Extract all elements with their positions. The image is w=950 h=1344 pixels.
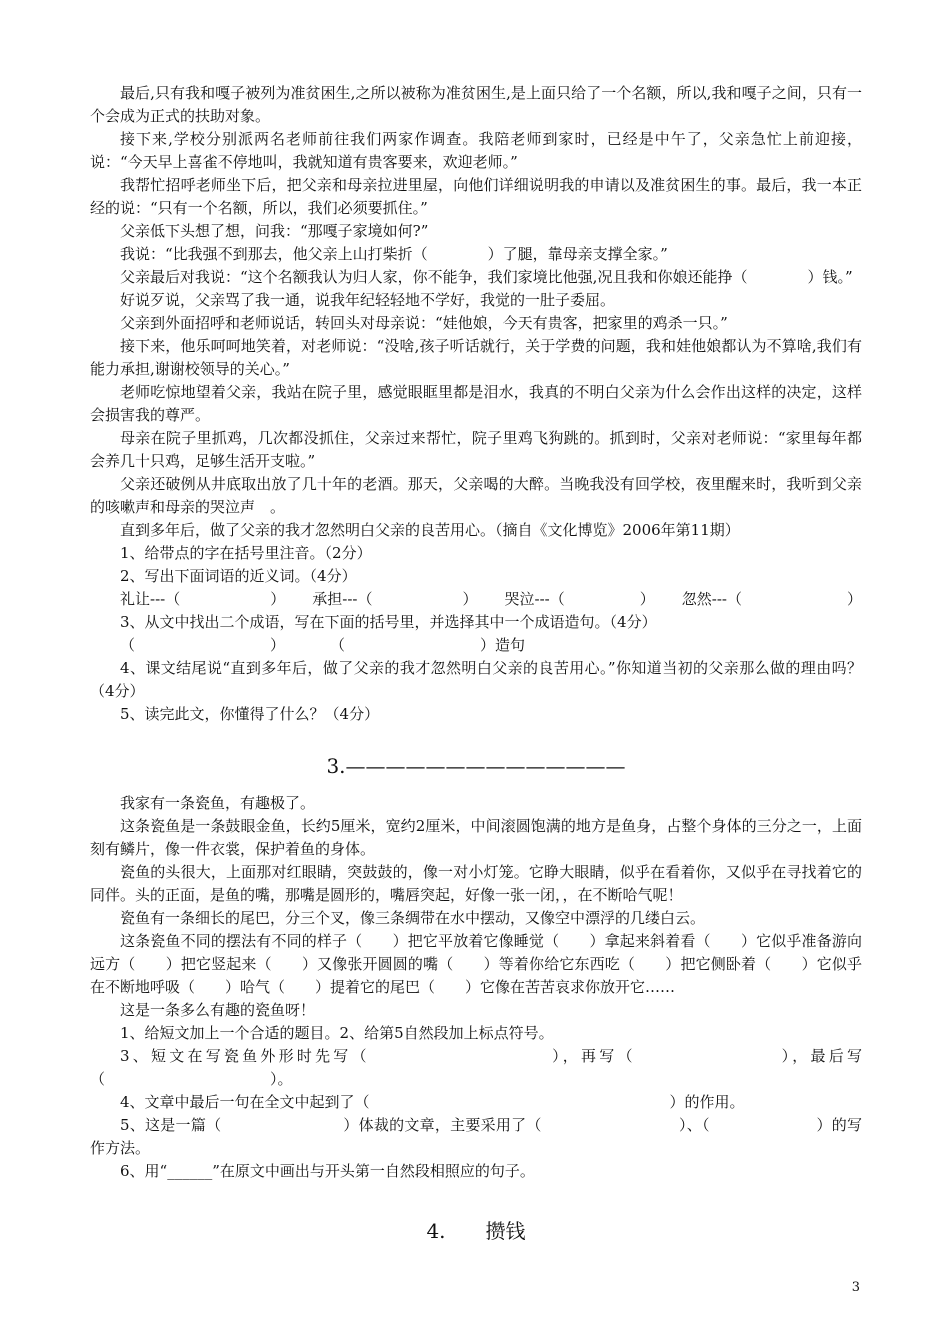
question-5: 5、这是一篇（ ）体裁的文章，主要采用了（ ）、（ ）的写作方法。 — [90, 1116, 862, 1157]
questions-section-2 — [90, 542, 862, 726]
question-3: 3、短文在写瓷鱼外形时先写（ ），再写（ ），最后写（ ）。 — [90, 1047, 862, 1088]
paragraph: 母亲在院子里抓鸡，几次都没抓住，父亲过来帮忙，院子里鸡飞狗跳的。抓到时，父亲对老师说：“家里每年都会养几十只鸡，足够生活开支啦。” — [90, 429, 862, 470]
story-section-3 — [90, 792, 862, 1022]
paragraph: 接下来,学校分别派两名老师前往我们两家作调查。我陪老师到家时，已经是中午了，父亲急忙上前迎接，说：“今天早上喜雀不停地叫，我就知道有贵客要来，欢迎老师。” — [90, 130, 862, 171]
question-6: 6、用“______”在原文中画出与开头第一自然段相照应的句子。 — [120, 1162, 535, 1180]
question-1: 1、给带点的字在括号里注音。（2分） — [120, 544, 372, 562]
section-4-title: 攒钱 — [485, 1219, 526, 1243]
idiom-answer-line[interactable]: （ ） （ ）造句 — [120, 636, 526, 654]
paragraph: 这是一条多么有趣的瓷鱼呀！ — [120, 1001, 316, 1019]
paragraph: 父亲到外面招呼和老师说话，转回头对母亲说：“娃他娘，今天有贵客，把家里的鸡杀一只。” — [120, 314, 728, 332]
page-number: 3 — [851, 1280, 860, 1295]
story-section-2 — [90, 82, 862, 542]
question-4: 4、文章中最后一句在全文中起到了（ ）的作用。 — [120, 1093, 745, 1111]
questions-section-3 — [90, 1022, 862, 1183]
paragraph: 我帮忙招呼老师坐下后，把父亲和母亲拉进里屋，向他们详细说明我的申请以及准贫困生的事。最后，我一本正经的说：“只有一个名额，所以，我们必须要抓住。” — [90, 176, 862, 217]
paragraph: 父亲低下头想了想，问我：“那嘎子家境如何?” — [120, 222, 429, 240]
document-page — [90, 82, 862, 1257]
question-1-2: 1、给短文加上一个合适的题目。2、给第5自然段加上标点符号。 — [120, 1024, 554, 1042]
question-3: 3、从文中找出二个成语，写在下面的括号里，并选择其中一个成语造句。（4分） — [120, 613, 657, 631]
question-4: 4、课文结尾说“直到多年后，做了父亲的我才忽然明白父亲的良苦用心。”你知道当初的父亲那么做的理由吗？（4分） — [90, 659, 862, 700]
section-4-heading — [90, 1217, 862, 1245]
synonym-blank[interactable]: 忽然---（ ） — [681, 590, 862, 608]
paragraph: 我家有一条瓷鱼，有趣极了。 — [120, 794, 316, 812]
paragraph: 我说：“比我强不到那去，他父亲上山打柴折（ ）了腿，靠母亲支撑全家。” — [120, 245, 668, 263]
paragraph: 好说歹说，父亲骂了我一通，说我年纪轻轻地不学好，我觉的一肚子委屈。 — [120, 291, 616, 309]
paragraph: 父亲还破例从井底取出放了几十年的老酒。那天，父亲喝的大醉。当晚我没有回学校，夜里醒来时，我听到父亲的咳嗽声和母亲的哭泣声 。 — [90, 475, 862, 516]
synonym-answer-row — [90, 588, 862, 611]
section-4-number: 4. — [426, 1219, 446, 1243]
paragraph: 最后,只有我和嘎子被列为准贫困生,之所以被称为准贫困生,是上面只给了一个名额，所以,我和嘎子之间，只有一个会成为正式的扶助对象。 — [90, 84, 862, 125]
paragraph: 直到多年后，做了父亲的我才忽然明白父亲的良苦用心。（摘自《文化博览》2006年第11期） — [120, 521, 740, 539]
paragraph: 老师吃惊地望着父亲，我站在院子里，感觉眼眶里都是泪水，我真的不明白父亲为什么会作出这样的决定，这样会损害我的尊严。 — [90, 383, 862, 424]
paragraph: 这条瓷鱼是一条鼓眼金鱼，长约5厘米，宽约2厘米，中间滚圆饱满的地方是鱼身，占整个身体的三分之一，上面刻有鳞片，像一件衣裳，保护着鱼的身体。 — [90, 817, 862, 858]
synonym-blank[interactable]: 礼让---（ ） — [120, 590, 286, 608]
synonym-blank[interactable]: 哭泣---（ ） — [504, 590, 655, 608]
question-5: 5、读完此文，你懂得了什么？（4分） — [120, 705, 380, 723]
paragraph: 瓷鱼的头很大，上面那对红眼睛，突鼓鼓的，像一对小灯笼。它睁大眼睛，似乎在看着你，又似乎在寻找着它的同伴。头的正面，是鱼的嘴，那嘴是圆形的，嘴唇突起，好像一张一闭，，在不断哈气呢！ — [90, 863, 862, 904]
paragraph: 瓷鱼有一条细长的尾巴，分三个叉，像三条绸带在水中摆动，又像空中漂浮的几缕白云。 — [120, 909, 706, 927]
synonym-blank[interactable]: 承担---（ ） — [312, 590, 478, 608]
paragraph: 这条瓷鱼不同的摆法有不同的样子（ ）把它平放着它像睡觉（ ）拿起来斜着看（ ）它似乎准备游向远方（ ）把它竖起来（ ）又像张开圆圆的嘴（ ）等着你给它东西吃（ ）把它侧卧着（ ）它似乎在不断地呼吸（ ）哈气（ ）提着它的尾巴（ ）它像在苦苦哀求你放开它…… — [90, 932, 862, 996]
section-3-title: 3.—————————————— — [326, 754, 626, 778]
paragraph: 接下来，他乐呵呵地笑着，对老师说：“没啥,孩子听话就行，关于学费的问题，我和娃他娘都认为不算啥,我们有能力承担,谢谢校领导的关心。” — [90, 337, 862, 378]
paragraph: 父亲最后对我说：“这个名额我认为归人家，你不能争，我们家境比他强,况且我和你娘还能挣（ ）钱。” — [120, 268, 853, 286]
question-2: 2、写出下面词语的近义词。（4分） — [120, 567, 357, 585]
